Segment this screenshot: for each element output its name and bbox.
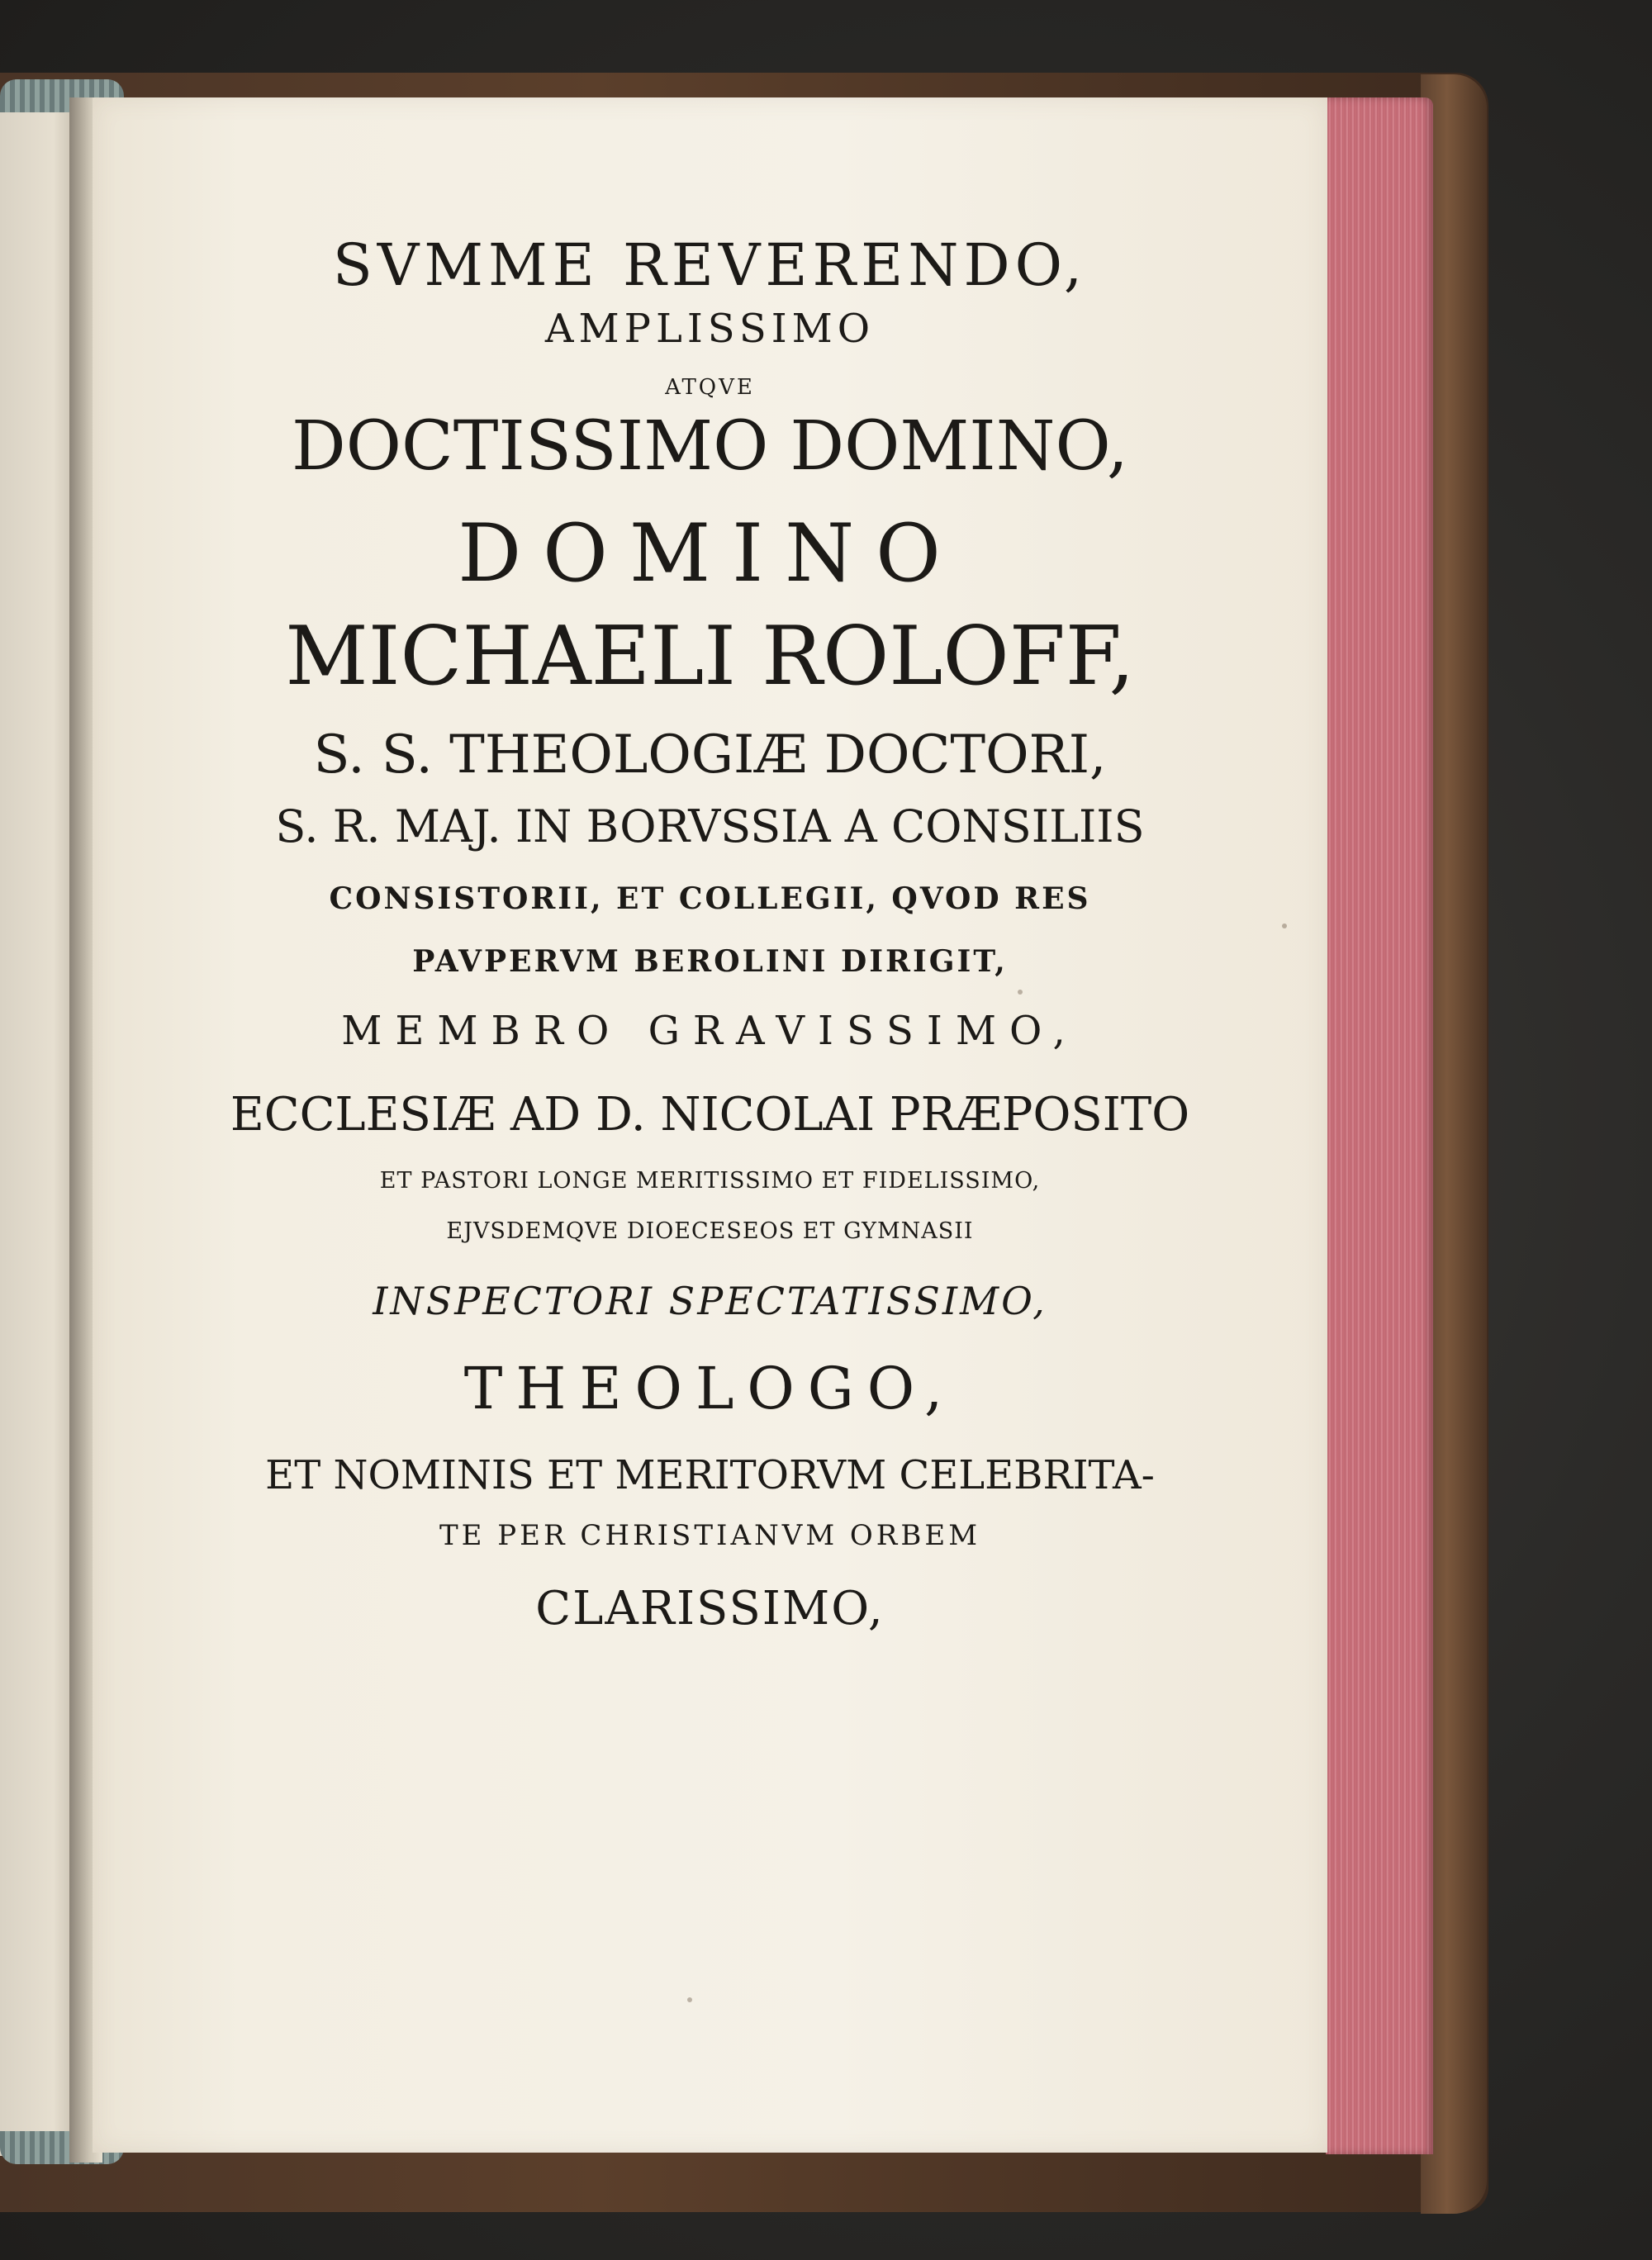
line-5: DOMINO	[458, 507, 962, 600]
line-2: AMPLISSIMO	[544, 306, 876, 352]
line-3: ATQVE	[665, 375, 755, 400]
line-12: ECCLESIÆ AD D. NICOLAI PRÆPOSITO	[230, 1088, 1190, 1142]
line-13: ET PASTORI LONGE MERITISSIMO ET FIDELISSIMO,	[379, 1168, 1041, 1194]
line-9: CONSISTORII, ET COLLEGII, QVOD RES	[329, 881, 1091, 916]
title-page	[93, 97, 1327, 2153]
line-10: PAVPERVM BEROLINI DIRIGIT,	[412, 944, 1008, 979]
left-page-edge	[0, 107, 76, 2156]
line-1: SVMME REVERENDO,	[332, 231, 1088, 299]
line-17: ET NOMINIS ET MERITORVM CELEBRITA-	[265, 1452, 1155, 1498]
line-19: CLARISSIMO,	[535, 1582, 885, 1636]
line-7: S. S. THEOLOGIÆ DOCTORI,	[313, 724, 1107, 786]
line-15: INSPECTORI SPECTATISSIMO,	[373, 1279, 1047, 1323]
line-14: EJVSDEMQVE DIOECESEOS ET GYMNASII	[446, 1218, 974, 1244]
title-text-block	[93, 231, 1327, 1636]
line-4: DOCTISSIMO DOMINO,	[292, 407, 1128, 486]
red-fore-edge	[1326, 97, 1433, 2154]
line-8: S. R. MAJ. IN BORVSSIA A CONSILIIS	[275, 800, 1145, 852]
line-6: MICHAELI ROLOFF,	[285, 610, 1135, 704]
line-16: THEOLOGO,	[463, 1355, 957, 1422]
line-11: MEMBRO GRAVISSIMO,	[341, 1008, 1079, 1054]
line-18: TE PER CHRISTIANVM ORBEM	[439, 1519, 981, 1552]
paper-speck	[687, 1997, 692, 2002]
